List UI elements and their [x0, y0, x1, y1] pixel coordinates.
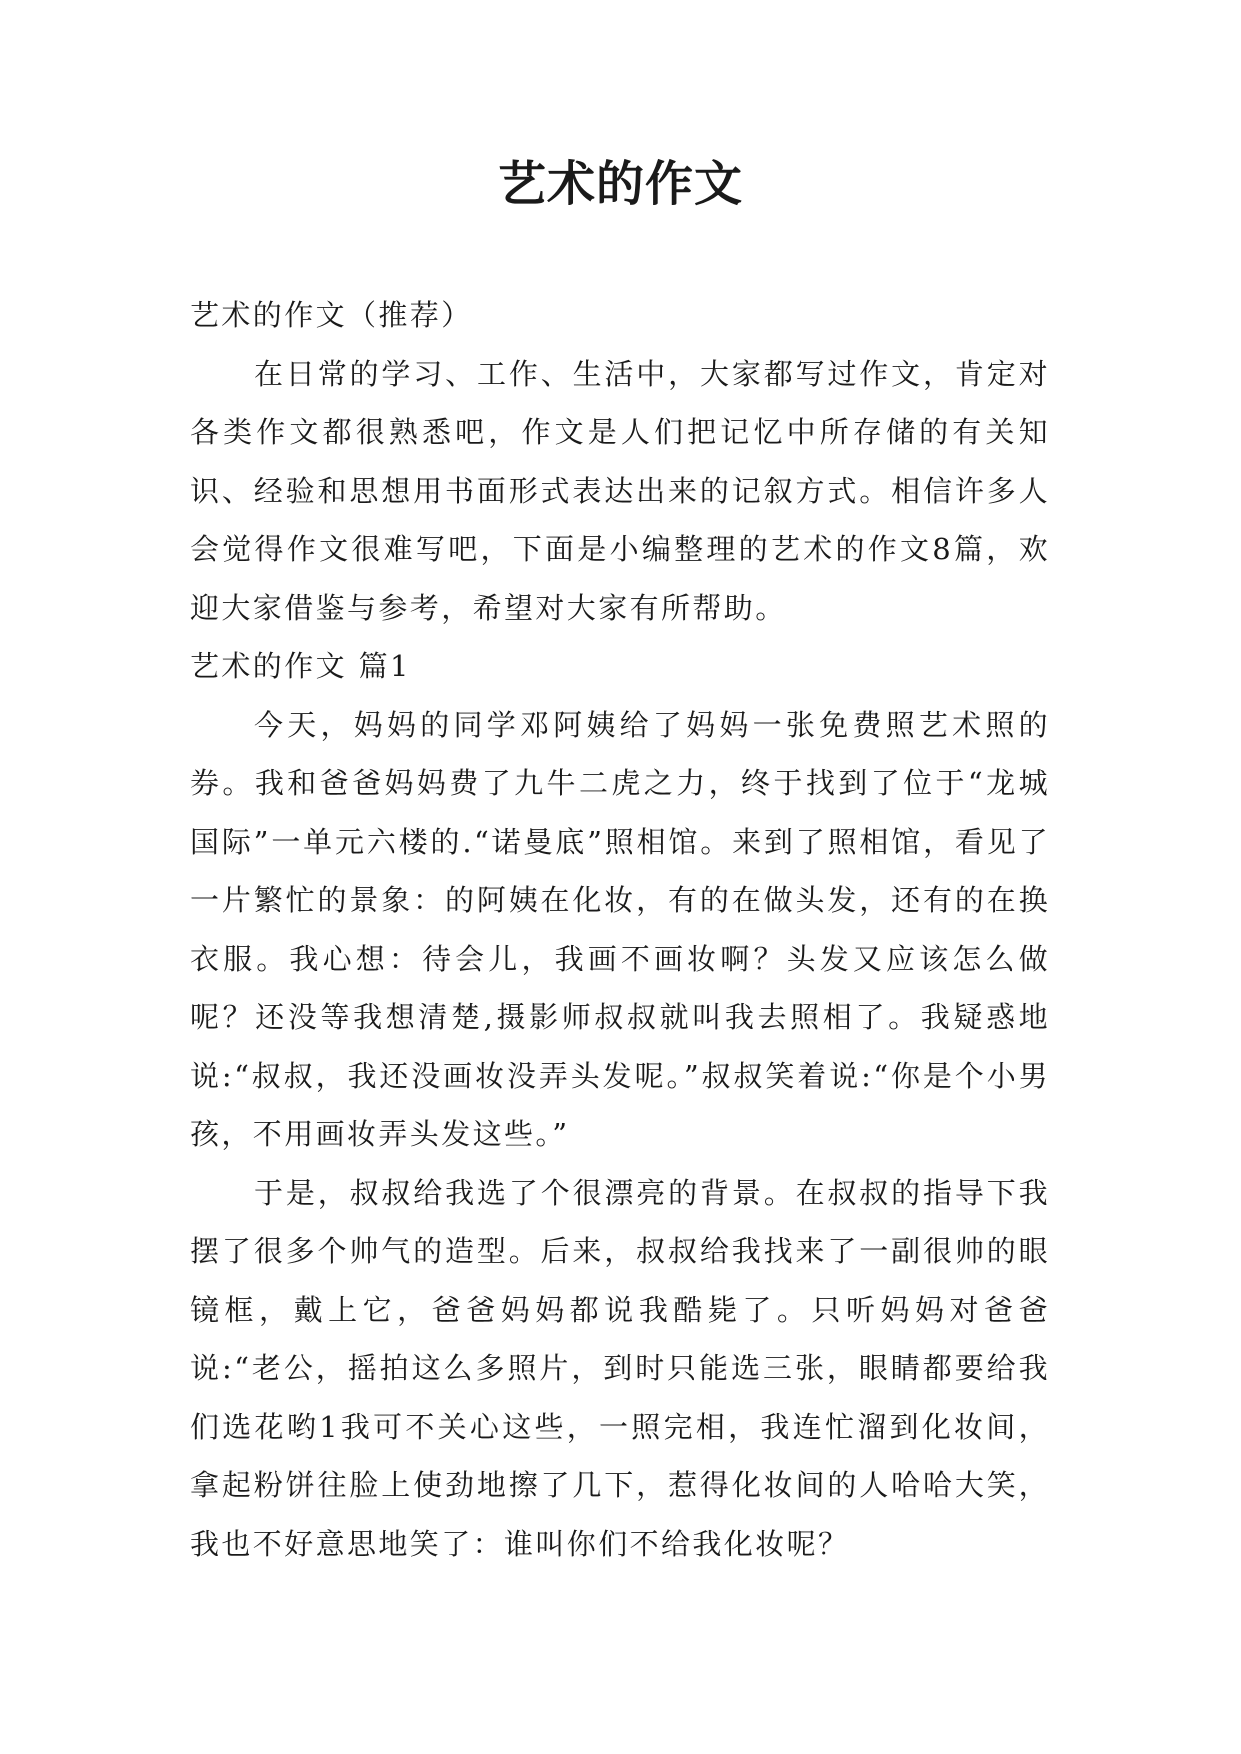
body-paragraph-1: 今天，妈妈的同学邓阿姨给了妈妈一张免费照艺术照的券。我和爸爸妈妈费了九牛二虎之力，终于找到了位于“龙城国际”一单元六楼的.“诺曼底”照相馆。来到了照相馆，看见了一片繁忙的景象：的阿姨在化妆，有的在做头发，还有的在换衣服。我心想：待会儿，我画不画妆啊？头发又应该怎么做呢？还没等我想清楚,摄影师叔叔就叫我去照相了。我疑惑地说:“叔叔，我还没画妆没弄头发呢。”叔叔笑着说:“你是个小男孩，不用画妆弄头发这些。”	[190, 707, 1050, 1151]
document-body	[190, 286, 1050, 1573]
document-subtitle: 艺术的作文（推荐）	[190, 298, 473, 332]
intro-paragraph: 在日常的学习、工作、生活中，大家都写过作文，肯定对各类作文都很熟悉吧，作文是人们把记忆中所存储的有关知识、经验和思想用书面形式表达出来的记叙方式。相信许多人会觉得作文很难写吧，下面是小编整理的艺术的作文8篇，欢迎大家借鉴与参考，希望对大家有所帮助。	[190, 356, 1050, 625]
body-paragraph-2: 于是，叔叔给我选了个很漂亮的背景。在叔叔的指导下我摆了很多个帅气的造型。后来，叔叔给我找来了一副很帅的眼镜框，戴上它，爸爸妈妈都说我酷毙了。只听妈妈对爸爸说:“老公，摇拍这么多照片，到时只能选三张，眼睛都要给我们选花哟1我可不关心这些，一照完相，我连忙溜到化妆间，拿起粉饼往脸上使劲地擦了几下，惹得化妆间的人哈哈大笑，我也不好意思地笑了：谁叫你们不给我化妆呢？	[190, 1175, 1050, 1561]
document-title: 艺术的作文	[497, 156, 743, 212]
section-heading: 艺术的作文 篇1	[190, 649, 411, 683]
